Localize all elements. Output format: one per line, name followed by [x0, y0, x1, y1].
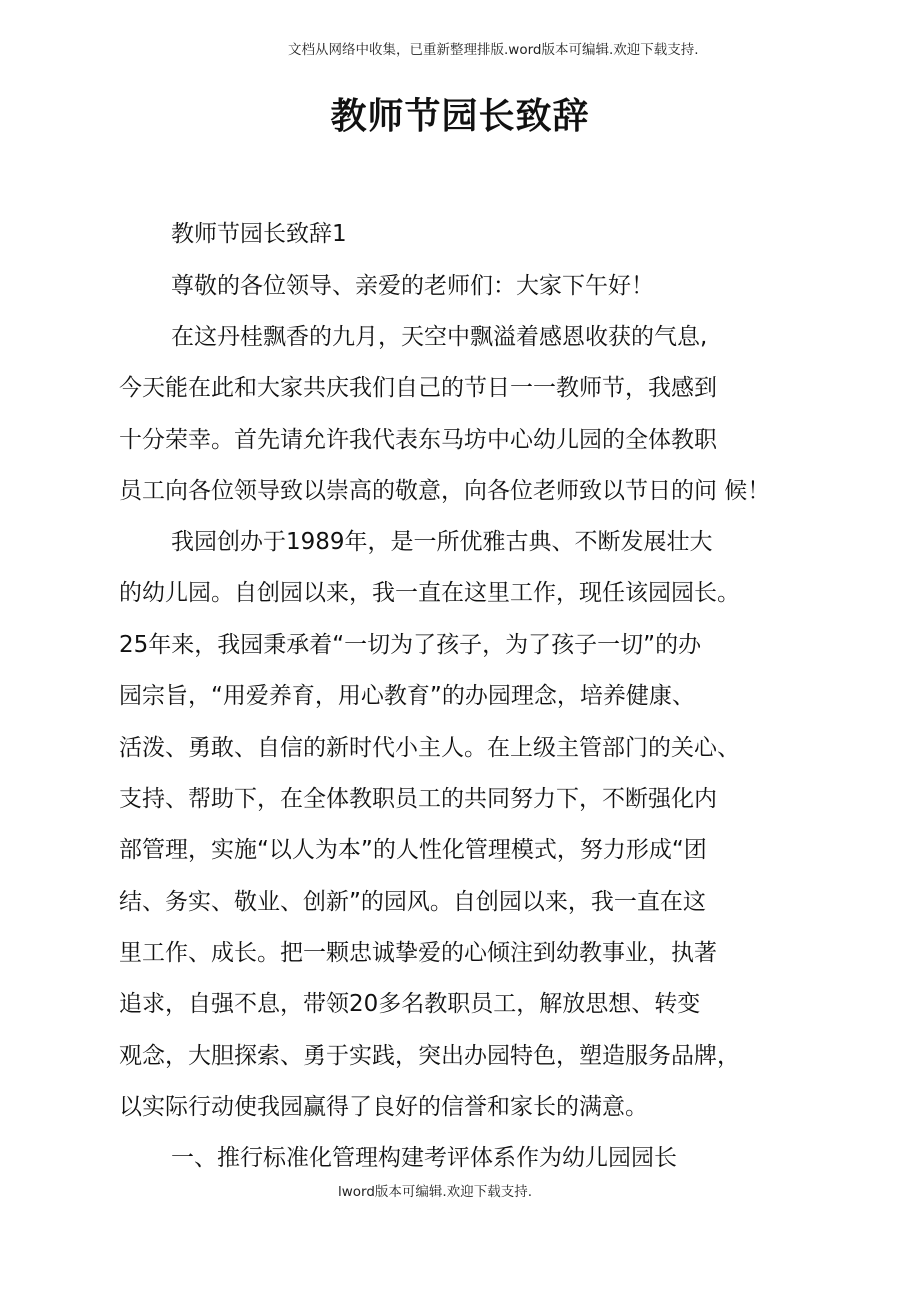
footer-note: lword版本可编辑.欢迎下载支持. — [338, 1184, 533, 1200]
body-line: 以实际行动使我园赢得了良好的信誉和家长的满意。 — [119, 1094, 648, 1120]
body-line: 里工作、成长。把一颗忠诚挚爱的心倾注到幼教事业，执著 — [119, 940, 717, 966]
body-line: 园宗旨，“用爱养育，用心教育”的办园理念，培养健康、 — [119, 683, 695, 709]
body-line: 十分荣幸。首先请允许我代表东马坊中心幼儿园的全体教职 — [119, 427, 717, 453]
body-line: 部管理，实施“以人为本”的人性化管理模式，努力形成“团 — [119, 837, 707, 863]
greeting-line: 尊敬的各位领导、亲爱的老师们：大家下午好！ — [171, 273, 654, 299]
body-line: 观念，大胆探索、勇于实践，突出办园特色，塑造服务品牌， — [119, 1043, 740, 1069]
section-heading-line: 一、推行标准化管理构建考评体系作为幼儿园园长 — [171, 1145, 677, 1171]
body-line: 25年来，我园秉承着“一切为了孩子，为了孩子一切”的办 — [119, 632, 702, 658]
subtitle-line: 教师节园长致辞1 — [171, 221, 347, 247]
body-line: 今天能在此和大家共庆我们自己的节日一一教师节，我感到 — [119, 375, 717, 401]
body-line: 我园创办于1989年，是一所优雅古典、不断发展壮大 — [171, 529, 713, 555]
document-title: 教师节园长致辞 — [330, 96, 590, 137]
body-line: 追求，自强不息，带领20多名教职员工，解放思想、转变 — [119, 991, 701, 1017]
body-line: 结、务实、敬业、创新”的园风。自创园以来，我一直在这 — [119, 889, 706, 915]
body-line: 在这丹桂飘香的九月，天空中飘溢着感恩收获的气息, — [171, 324, 708, 350]
body-line: 员工向各位领导致以崇高的敬意，向各位老师致以节日的问 候！ — [119, 478, 771, 504]
body-line: 活泼、勇敢、自信的新时代小主人。在上级主管部门的关心、 — [119, 735, 740, 761]
body-line: 支持、帮助下，在全体教职员工的共同努力下，不断强化内 — [119, 786, 717, 812]
header-note: 文档从网络中收集，已重新整理排版.word版本可编辑.欢迎下载支持. — [288, 42, 699, 58]
body-line: 的幼儿园。自创园以来，我一直在这里工作，现任该园园长。 — [119, 580, 740, 606]
